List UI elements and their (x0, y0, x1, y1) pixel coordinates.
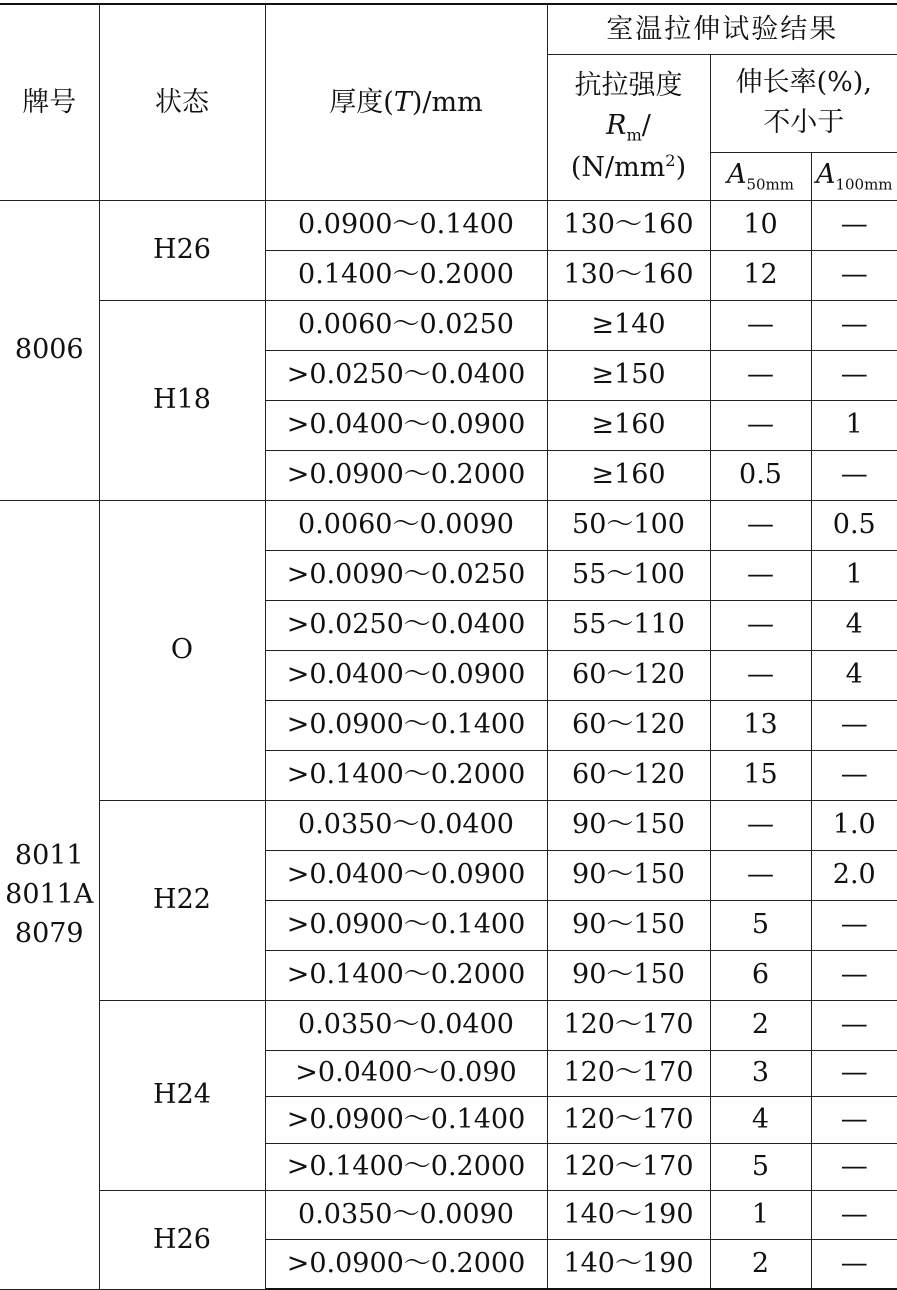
thickness-cell: >0.0250～0.0400 (265, 600, 547, 650)
tensile-strength-cell: 90～150 (547, 800, 710, 850)
elongation-a50-cell: 0.5 (710, 450, 811, 500)
header-strength-var-sub: m (626, 126, 641, 145)
header-row-1 (0, 4, 897, 54)
thickness-cell: >0.0400～0.0900 (265, 650, 547, 700)
elongation-a100-cell: — (811, 700, 897, 750)
tensile-strength-cell: 140～190 (547, 1190, 710, 1239)
thickness-cell: >0.0400～0.090 (265, 1050, 547, 1096)
elongation-a100-cell: — (811, 250, 897, 300)
header-strength-slash: / (642, 110, 651, 141)
elongation-a100-cell: 2.0 (811, 850, 897, 900)
thickness-cell: >0.0400～0.0900 (265, 850, 547, 900)
thickness-cell: >0.1400～0.2000 (265, 750, 547, 800)
elongation-a100-cell: 1.0 (811, 800, 897, 850)
temper-cell: O (99, 500, 265, 800)
thickness-cell: >0.0250～0.0400 (265, 350, 547, 400)
grade-cell (0, 500, 99, 1289)
header-a50 (710, 152, 811, 200)
grade-line: 8011A (0, 875, 99, 914)
elongation-a50-cell: — (710, 350, 811, 400)
thickness-cell: 0.0350～0.0090 (265, 1190, 547, 1239)
thickness-cell: >0.0400～0.0900 (265, 400, 547, 450)
header-strength-line1: 抗拉强度 (548, 66, 710, 107)
tensile-strength-cell: 90～150 (547, 950, 710, 1000)
tensile-strength-cell: ≥160 (547, 450, 710, 500)
elongation-a100-cell: — (811, 1096, 897, 1143)
tensile-strength-cell: 140～190 (547, 1239, 710, 1289)
elongation-a50-cell: 1 (710, 1190, 811, 1239)
header-strength-unit-end: ) (676, 152, 687, 183)
elongation-a50-cell: 3 (710, 1050, 811, 1096)
temper-cell: H24 (99, 1000, 265, 1190)
elongation-a100-cell: — (811, 750, 897, 800)
header-a50-var: A (727, 159, 747, 190)
elongation-a100-cell: — (811, 350, 897, 400)
tensile-strength-cell: 90～150 (547, 850, 710, 900)
tensile-strength-cell: 90～150 (547, 900, 710, 950)
thickness-cell: >0.0900～0.1400 (265, 700, 547, 750)
tensile-strength-cell: 120～170 (547, 1143, 710, 1190)
header-strength-line2 (548, 106, 710, 148)
table-row (0, 1000, 897, 1050)
header-strength (547, 54, 710, 200)
thickness-cell: 0.0060～0.0090 (265, 500, 547, 550)
header-strength-unit: (N/mm (571, 152, 665, 183)
tensile-strength-cell: ≥160 (547, 400, 710, 450)
header-strength-unit-sup: 2 (665, 151, 675, 170)
tensile-strength-cell: 55～110 (547, 600, 710, 650)
header-elongation (710, 54, 897, 152)
temper-cell: H18 (99, 300, 265, 500)
header-thickness-var: T (394, 87, 412, 118)
elongation-a50-cell: — (710, 500, 811, 550)
elongation-a100-cell: — (811, 1000, 897, 1050)
tensile-strength-cell: 120～170 (547, 1000, 710, 1050)
elongation-a50-cell: 2 (710, 1000, 811, 1050)
thickness-cell: 0.0350～0.0400 (265, 1000, 547, 1050)
table-row (0, 1190, 897, 1239)
table-row (0, 800, 897, 850)
tensile-strength-cell: 130～160 (547, 200, 710, 250)
header-strength-line3 (548, 148, 710, 189)
elongation-a100-cell: — (811, 1190, 897, 1239)
elongation-a50-cell: 6 (710, 950, 811, 1000)
elongation-a50-cell: 2 (710, 1239, 811, 1289)
elongation-a100-cell: 1 (811, 400, 897, 450)
tensile-spec-table (0, 3, 897, 1290)
elongation-a50-cell: 13 (710, 700, 811, 750)
tensile-strength-cell: 120～170 (547, 1096, 710, 1143)
temper-cell: H22 (99, 800, 265, 1000)
thickness-cell: 0.1400～0.2000 (265, 250, 547, 300)
thickness-cell: >0.0900～0.2000 (265, 1239, 547, 1289)
grade-cell: 8006 (0, 200, 99, 500)
elongation-a100-cell: — (811, 1143, 897, 1190)
elongation-a100-cell: 1 (811, 550, 897, 600)
header-a50-sub: 50mm (746, 175, 794, 193)
tensile-strength-cell: ≥150 (547, 350, 710, 400)
thickness-cell: >0.1400～0.2000 (265, 1143, 547, 1190)
tensile-strength-cell: 55～100 (547, 550, 710, 600)
elongation-a100-cell: — (811, 450, 897, 500)
temper-cell: H26 (99, 1190, 265, 1289)
thickness-cell: >0.0900～0.2000 (265, 450, 547, 500)
elongation-a50-cell: — (710, 550, 811, 600)
elongation-a100-cell: 0.5 (811, 500, 897, 550)
tensile-strength-cell: 50～100 (547, 500, 710, 550)
tensile-strength-cell: 60～120 (547, 700, 710, 750)
grade-line: 8011 (0, 836, 99, 875)
elongation-a50-cell: 5 (710, 900, 811, 950)
elongation-a100-cell: — (811, 900, 897, 950)
elongation-a100-cell: 4 (811, 650, 897, 700)
header-elongation-line1: 伸长率(%), (711, 63, 897, 104)
elongation-a100-cell: — (811, 200, 897, 250)
tensile-strength-cell: 60～120 (547, 750, 710, 800)
grade-line: 8079 (0, 914, 99, 953)
header-strength-var: R (606, 110, 626, 141)
table-row (0, 500, 897, 550)
elongation-a50-cell: — (710, 600, 811, 650)
thickness-cell: >0.1400～0.2000 (265, 950, 547, 1000)
elongation-a100-cell: — (811, 1050, 897, 1096)
header-grade: 牌号 (0, 4, 99, 200)
header-thickness-label: 厚度( (329, 87, 394, 118)
header-temper: 状态 (99, 4, 265, 200)
header-elongation-line2: 不小于 (711, 103, 897, 144)
header-a100-var: A (816, 159, 836, 190)
thickness-cell: 0.0060～0.0250 (265, 300, 547, 350)
header-tensile-group: 室温拉伸试验结果 (547, 4, 897, 54)
elongation-a100-cell: 4 (811, 600, 897, 650)
tensile-strength-cell: 120～170 (547, 1050, 710, 1096)
tensile-strength-cell: 130～160 (547, 250, 710, 300)
elongation-a50-cell: 15 (710, 750, 811, 800)
elongation-a50-cell: — (710, 650, 811, 700)
elongation-a50-cell: — (710, 850, 811, 900)
thickness-cell: >0.0900～0.1400 (265, 1096, 547, 1143)
table-row (0, 200, 897, 250)
header-thickness-unit: )/mm (412, 87, 483, 118)
elongation-a100-cell: — (811, 300, 897, 350)
thickness-cell: 0.0900～0.1400 (265, 200, 547, 250)
table-row (0, 300, 897, 350)
thickness-cell: >0.0090～0.0250 (265, 550, 547, 600)
tensile-strength-cell: 60～120 (547, 650, 710, 700)
header-a100 (811, 152, 897, 200)
tensile-strength-cell: ≥140 (547, 300, 710, 350)
elongation-a50-cell: — (710, 300, 811, 350)
elongation-a50-cell: 12 (710, 250, 811, 300)
elongation-a100-cell: — (811, 950, 897, 1000)
temper-cell: H26 (99, 200, 265, 300)
elongation-a100-cell: — (811, 1239, 897, 1289)
thickness-cell: 0.0350～0.0400 (265, 800, 547, 850)
header-thickness (265, 4, 547, 200)
header-a100-sub: 100mm (835, 175, 892, 193)
elongation-a50-cell: 10 (710, 200, 811, 250)
elongation-a50-cell: 5 (710, 1143, 811, 1190)
elongation-a50-cell: — (710, 400, 811, 450)
elongation-a50-cell: 4 (710, 1096, 811, 1143)
elongation-a50-cell: — (710, 800, 811, 850)
thickness-cell: >0.0900～0.1400 (265, 900, 547, 950)
